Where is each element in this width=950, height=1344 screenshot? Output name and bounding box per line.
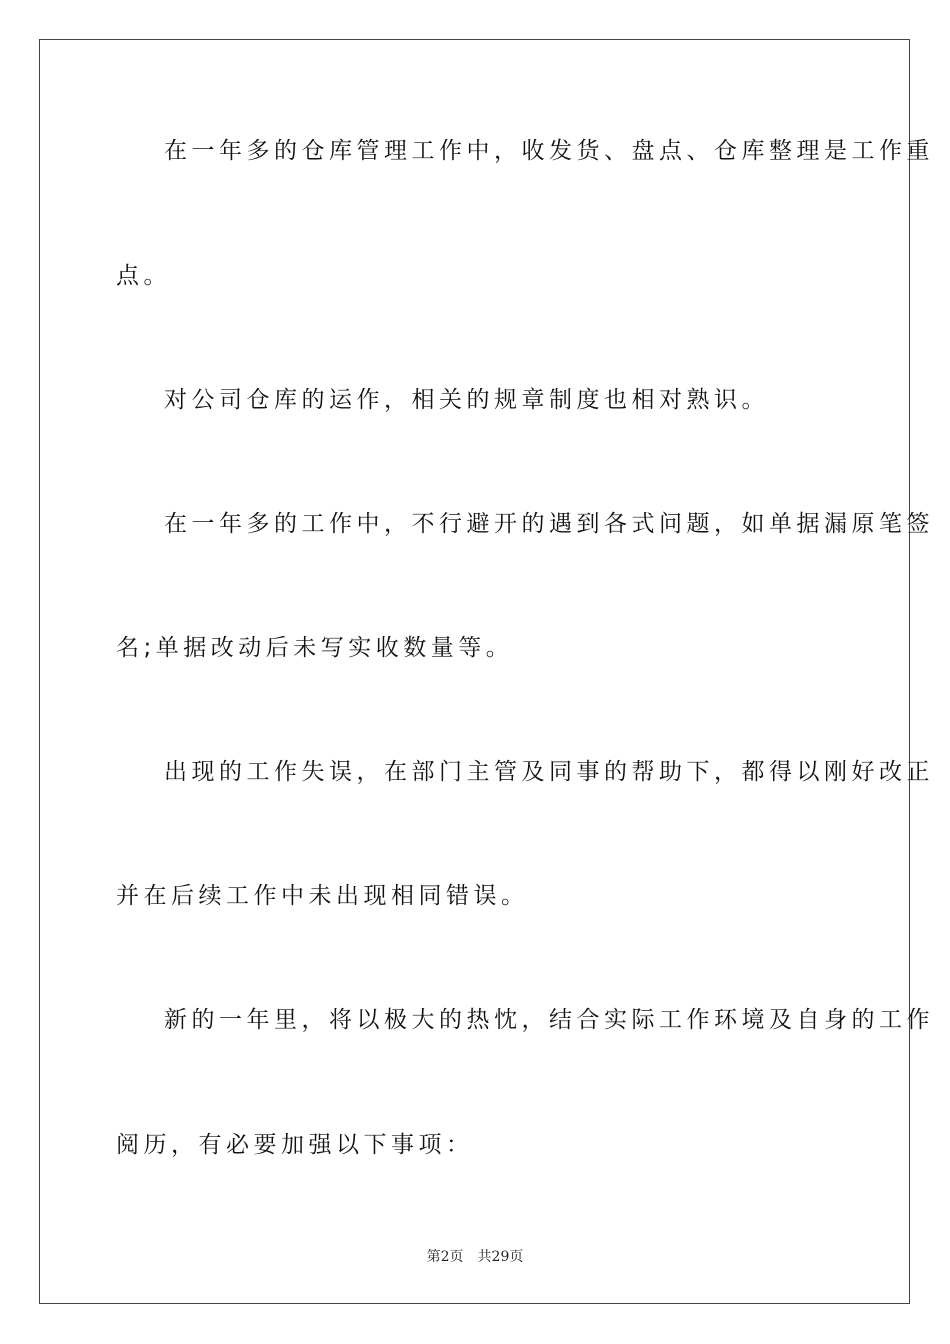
paragraph-5-line-2: 阅历，有必要加强以下事项： xyxy=(116,1132,474,1158)
paragraph-3-line-2: 名;单据改动后未写实收数量等。 xyxy=(116,635,514,661)
paragraph-1-line-2: 点。 xyxy=(116,263,171,289)
paragraph-4-line-1: 出现的工作失误，在部门主管及同事的帮助下，都得以刚好改正 xyxy=(164,759,934,785)
page-footer xyxy=(0,1248,950,1266)
page-border xyxy=(39,39,910,1304)
paragraph-3-line-1: 在一年多的工作中，不行避开的遇到各式问题，如单据漏原笔签 xyxy=(164,511,934,537)
page-total: 共29页 xyxy=(477,1249,524,1265)
page-number: 第2页 xyxy=(426,1249,464,1265)
paragraph-4-line-2: 并在后续工作中未出现相同错误。 xyxy=(116,883,529,909)
paragraph-2-line-1: 对公司仓库的运作，相关的规章制度也相对熟识。 xyxy=(164,387,769,413)
paragraph-5-line-1: 新的一年里，将以极大的热忱，结合实际工作环境及自身的工作 xyxy=(164,1007,934,1033)
paragraph-1-line-1: 在一年多的仓库管理工作中，收发货、盘点、仓库整理是工作重 xyxy=(164,138,934,164)
